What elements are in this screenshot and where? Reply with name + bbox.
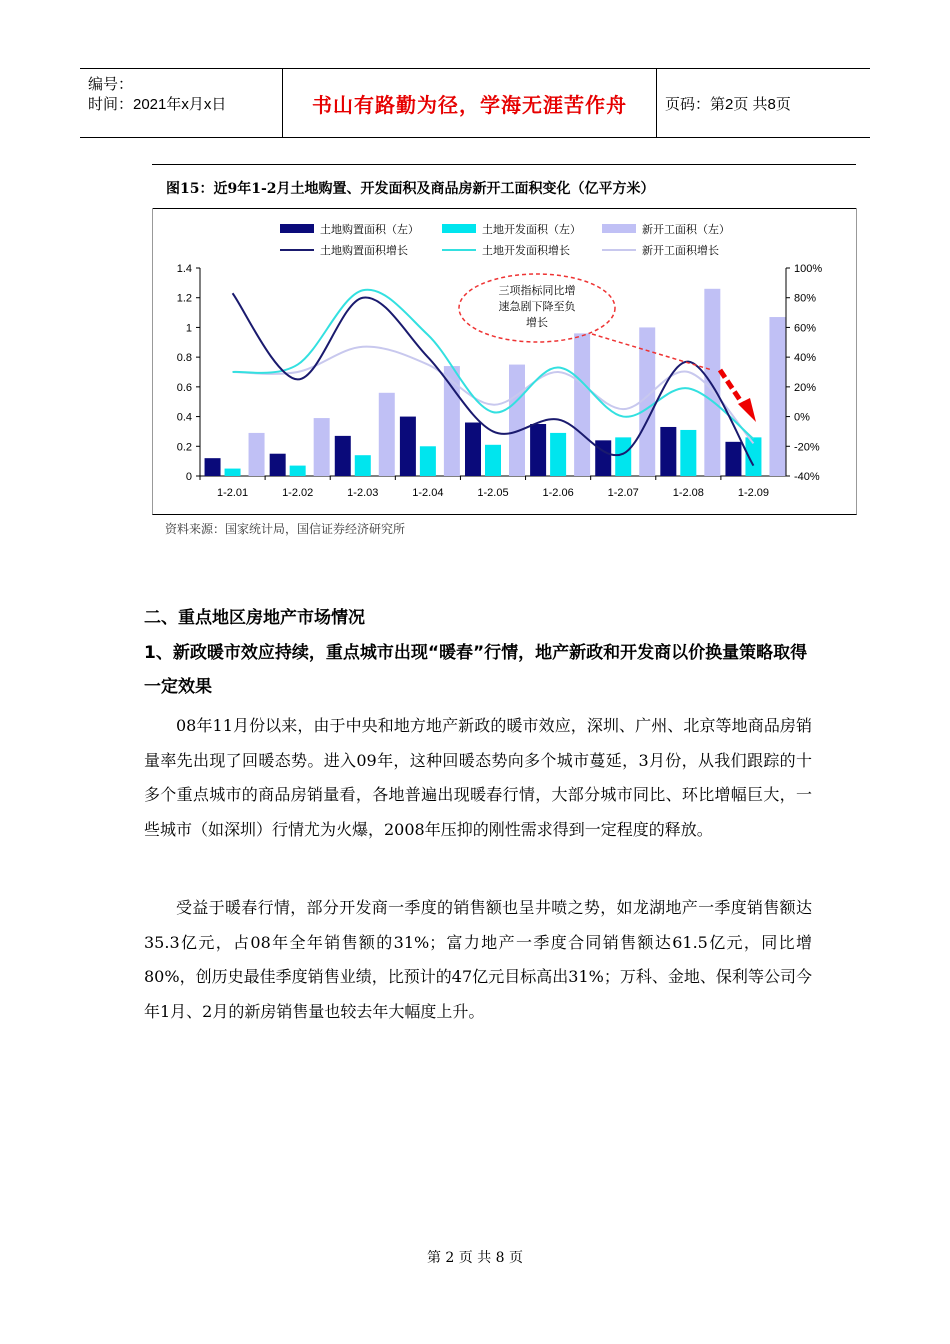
bar xyxy=(769,317,785,476)
bar xyxy=(615,437,631,476)
bar xyxy=(290,466,306,476)
y-left-tick-label: 1.4 xyxy=(176,263,192,275)
header-motto-cell xyxy=(283,69,657,137)
page-label: 页码：第2页 共8页 xyxy=(665,95,791,113)
y-left-tick-label: 0.4 xyxy=(176,411,192,424)
bar xyxy=(595,440,611,476)
bar xyxy=(205,458,221,476)
legend-swatch xyxy=(602,224,636,233)
x-tick-label: 1-2.08 xyxy=(672,487,704,499)
annotation-text: 速急剧下降至负 xyxy=(498,301,576,313)
paragraph-1: 08年11月份以来，由于中央和地方地产新政的暖市效应，深圳、广州、北京等地商品房销量率先出现了回暖态势。进入09年，这种回暖态势向多个城市蔓延，3月份，从我们跟踪的十多个重点城市的商品房销量看，各地普遍出现暖春行情，大部分城市同比、环比增幅巨大，一些城市（如深圳）行情尤为火爆，2008年压抑的刚性需求得到一定程度的释放。 xyxy=(144,716,812,839)
y-right-tick-label: -40% xyxy=(794,471,820,483)
legend-label: 新开工面积增长 xyxy=(642,245,719,257)
y-left-tick-label: 1.2 xyxy=(176,292,192,305)
trend-arrow-head xyxy=(738,398,756,422)
y-left-tick-label: 0.6 xyxy=(176,381,192,394)
bar xyxy=(379,393,395,476)
y-right-tick-label: -20% xyxy=(794,441,820,454)
y-left-tick-label: 1 xyxy=(185,322,192,335)
motto: 书山有路勤为径，学海无涯苦作舟 xyxy=(312,92,627,117)
bar xyxy=(314,418,330,476)
y-right-tick-label: 100% xyxy=(794,263,823,275)
legend-swatch xyxy=(442,224,476,233)
bar xyxy=(465,423,481,476)
bar xyxy=(249,433,265,476)
bar xyxy=(660,427,676,476)
bar xyxy=(355,455,371,476)
bar xyxy=(704,289,720,476)
y-right-tick-label: 40% xyxy=(794,352,817,365)
bar xyxy=(270,454,286,476)
page-header xyxy=(80,68,870,138)
serial-label: 编号： xyxy=(88,76,134,93)
annotation-text: 增长 xyxy=(526,317,548,329)
bar xyxy=(680,430,696,476)
time-label: 时间：2021年x月x日 xyxy=(88,96,227,113)
y-right-tick-label: 0% xyxy=(794,411,810,424)
trend-arrow-shaft xyxy=(720,370,744,406)
y-left-tick-label: 0.8 xyxy=(176,352,192,365)
y-right-tick-label: 20% xyxy=(794,381,817,394)
subsection-title: 1、新政暖市效应持续，重点城市出现“暖春”行情，地产新政和开发商以价换量策略取得一定效果 xyxy=(144,643,808,697)
bar xyxy=(420,446,436,476)
x-tick-label: 1-2.04 xyxy=(412,487,444,499)
bar xyxy=(335,436,351,476)
header-page-cell xyxy=(657,69,870,137)
figure xyxy=(152,164,856,514)
section-title: 二、重点地区房地产市场情况 xyxy=(144,608,365,628)
legend-label: 新开工面积（左） xyxy=(642,224,730,236)
legend-swatch xyxy=(280,224,314,233)
x-tick-label: 1-2.03 xyxy=(347,487,379,499)
y-right-tick-label: 80% xyxy=(794,292,817,305)
bar xyxy=(225,469,241,476)
legend-label: 土地开发面积增长 xyxy=(482,245,570,257)
bar xyxy=(725,442,741,476)
header-meta xyxy=(80,69,283,137)
figure-source: 资料来源：国家统计局，国信证券经济研究所 xyxy=(165,522,406,536)
y-right-tick-label: 60% xyxy=(794,322,817,335)
bar xyxy=(574,333,590,476)
bar xyxy=(509,365,525,476)
bar xyxy=(444,366,460,476)
x-tick-label: 1-2.05 xyxy=(477,487,509,499)
paragraph-2: 受益于暖春行情，部分开发商一季度的销售额也呈井喷之势，如龙湖地产一季度销售额达35.3亿元，占08年全年销售额的31%；富力地产一季度合同销售额达61.5亿元，同比增80%，创历史最佳季度销售业绩，比预计的47亿元目标高出31%；万科、金地、保利等公司今年1月、2月的新房销售量也较去年大幅度上升。 xyxy=(144,898,812,1021)
y-left-tick-label: 0 xyxy=(185,471,192,483)
x-tick-label: 1-2.09 xyxy=(737,487,770,499)
x-tick-label: 1-2.06 xyxy=(542,487,574,499)
bar xyxy=(400,417,416,476)
legend-label: 土地开发面积（左） xyxy=(482,224,581,236)
series-line xyxy=(233,290,754,439)
page-footer: 第 2 页 共 8 页 xyxy=(426,1250,524,1266)
bar xyxy=(530,424,546,476)
annotation-text: 三项指标同比增 xyxy=(498,285,576,297)
y-left-tick-label: 0.2 xyxy=(176,441,192,454)
bar xyxy=(550,433,566,476)
x-tick-label: 1-2.02 xyxy=(282,487,314,499)
chart xyxy=(152,164,856,514)
legend-label: 土地购置面积增长 xyxy=(320,245,408,257)
legend-label: 土地购置面积（左） xyxy=(320,224,419,236)
figure-title: 图15：近9年1-2月土地购置、开发面积及商品房新开工面积变化（亿平方米） xyxy=(166,181,655,197)
bar xyxy=(485,445,501,476)
x-tick-label: 1-2.01 xyxy=(216,487,249,499)
x-tick-label: 1-2.07 xyxy=(607,487,639,499)
